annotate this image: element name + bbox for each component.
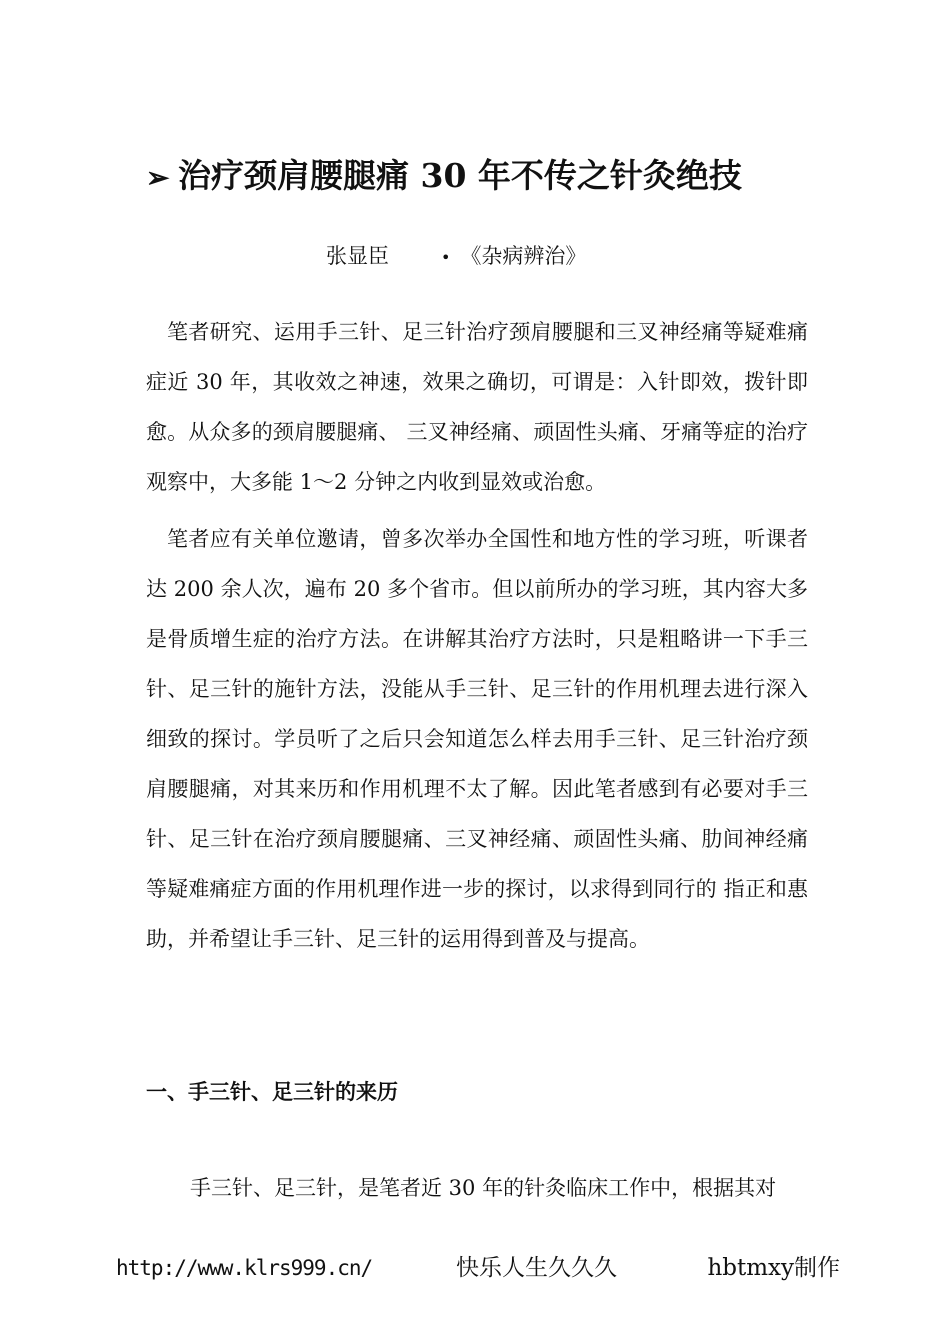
intro-paragraph-1: 笔者研究、运用手三针、足三针治疗颈肩腰腿和三叉神经痛等疑难痛症近 30 年，其收效之神速，效果之确切，可谓是：入针即效，拨针即愈。从众多的颈肩腰腿痛、 三叉神经痛、顽固性头痛、牙痛等症的治疗观察中，大多能 1～2 分钟之内收到显效或治愈。	[146, 320, 808, 494]
author-name: 张显臣	[326, 244, 389, 268]
document-title-text: 治疗颈肩腰腿痛 30 年不传之针灸绝技	[178, 156, 742, 195]
byline	[326, 240, 586, 274]
document-title	[146, 150, 826, 204]
bullet-separator-icon: •	[441, 247, 451, 267]
intro-paragraph-2: 笔者应有关单位邀请，曾多次举办全国性和地方性的学习班，听课者达 200 余人次，遍布 20 多个省市。但以前所办的学习班，其内容大多是骨质增生症的治疗方法。在讲解其治疗方法时，只是粗略讲一下手三针、足三针的施针方法，没能从手三针、足三针的作用机理去进行深入细致的探讨。学员听了之后只会知道怎么样去用手三针、足三针治疗颈肩腰腿痛，对其来历和作用机理不太了解。因此笔者感到有必要对手三针、足三针在治疗颈肩腰腿痛、三叉神经痛、顽固性头痛、肋间神经痛等疑难痛症方面的作用机理作进一步的探讨，以求得到同行的 指正和惠助，并希望让手三针、足三针的运用得到普及与提高。	[146, 527, 808, 951]
section-paragraph: 手三针、足三针，是笔者近 30 年的针灸临床工作中，根据其对	[190, 1176, 777, 1200]
section-heading: 一、手三针、足三针的来历	[146, 1080, 398, 1104]
footer-maker: hbtmxy制作	[707, 1255, 840, 1281]
footer-url-link[interactable]: http://www.klrs999.cn/	[116, 1256, 373, 1280]
footer-site-name: 快乐人生久久久	[456, 1255, 617, 1281]
arrow-bullet-icon: ➢	[146, 161, 170, 194]
source-title: 《杂病辨治》	[460, 244, 587, 268]
